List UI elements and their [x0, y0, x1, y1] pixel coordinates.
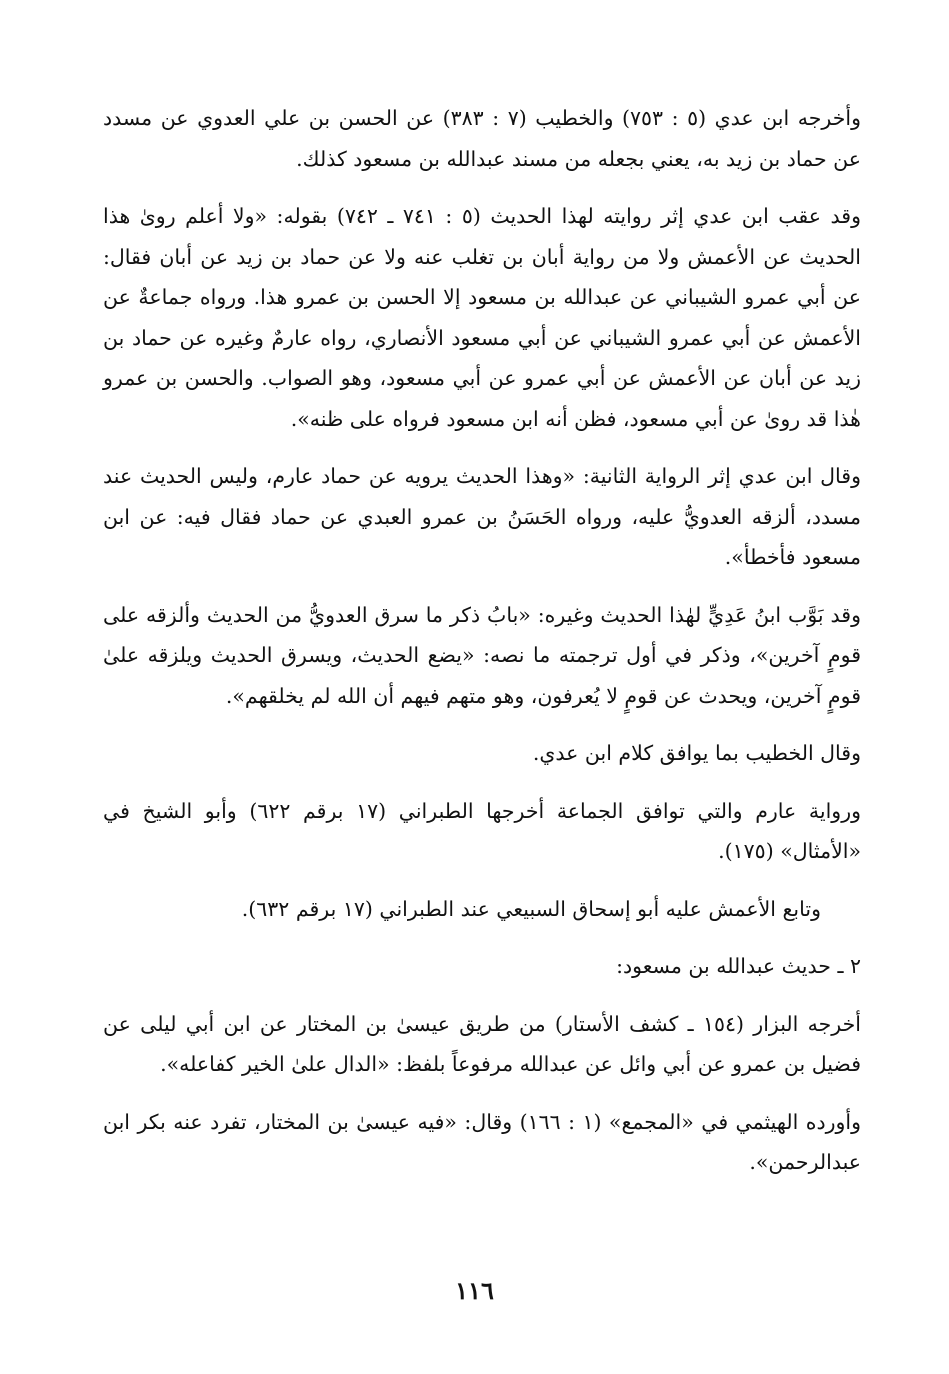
paragraph-ibn-adi-comment: وقد عقب ابن عدي إثر روايته لهذا الحديث (٥ : ٧٤١ ـ ٧٤٢) بقوله: «ولا أعلم روىٰ هذا الحديث عن الأعمش ولا من رواية أبان بن تغلب عنه ولا عن حماد بن زيد عن أبان فقال: عن أبي عمرو الشيباني عن عبدالله بن مسعود إلا الحسن بن عمرو هذا. ورواه جماعةٌ عن الأعمش عن أبي عمرو الشيباني عن أبي مسعود الأنصاري، رواه عارمٌ وغيره عن حماد بن زيد عن أبان عن الأعمش عن أبي عمرو عن أبي مسعود، وهو الصواب. والحسن بن عمرو هٰذا قد روىٰ عن أبي مسعود، فظن أنه ابن مسعود فرواه على ظنه».	[103, 204, 861, 431]
paragraph-ibn-adi-khatib: وأخرجه ابن عدي (٥ : ٧٥٣) والخطيب (٧ : ٣٨٣) عن الحسن بن علي العدوي عن مسدد عن حماد بن زيد به، يعني بجعله من مسند عبدالله بن مسعود كذلك.	[103, 106, 861, 171]
paragraph-khatib-agreement: وقال الخطيب بما يوافق كلام ابن عدي.	[532, 741, 861, 765]
paragraph-haythami: وأورده الهيثمي في «المجمع» (١ : ١٦٦) وقال: «فيه عيسىٰ بن المختار، تفرد عنه بكر ابن عبدالرحمن».	[103, 1109, 861, 1174]
paragraph-chapter-note: وقد بَوَّب ابنُ عَدِيٍّ لهٰذا الحديث وغيره: «بابُ ذكر ما سرق العدويُّ من الحديث وألزقه على قومٍ آخرين»، وذكر في أول ترجمته ما نصه: «يضع الحديث، ويسرق الحديث ويلزقه علىٰ قومٍ آخرين، ويحدث عن قومٍ لا يُعرفون، وهو متهم فيهم أن الله لم يخلقهم».	[103, 602, 861, 708]
page-number: ١١٦	[455, 1276, 494, 1305]
paragraph-bazzar: أخرجه البزار (١٥٤ ـ كشف الأستار) من طريق عيسىٰ بن المختار عن ابن أبي ليلى عن فضيل بن عمرو عن أبي وائل عن عبدالله مرفوعاً بلفظ: «الدال علىٰ الخير كفاعله».	[103, 1011, 861, 1076]
page-body	[103, 98, 861, 1200]
paragraph-second-narration: وقال ابن عدي إثر الرواية الثانية: «وهذا الحديث يرويه عن حماد عارم، وليس الحديث عند مسدد، ألزقه العدويُّ عليه، ورواه الحَسَنُ بن عمرو العبدي عن حماد فقال فيه: عن ابن مسعود فأخطأ».	[103, 464, 861, 569]
paragraph-arim-narration: ورواية عارم والتي توافق الجماعة أخرجها الطبراني (١٧ برقم ٦٢٢) وأبو الشيخ في «الأمثال» (١٧٥).	[103, 798, 862, 863]
paragraph-abu-ishaq: وتابع الأعمش عليه أبو إسحاق السبيعي عند الطبراني (١٧ برقم ٦٣٢).	[241, 896, 821, 921]
section-heading-ibn-masud: ٢ ـ حديث عبدالله بن مسعود:	[616, 954, 861, 978]
